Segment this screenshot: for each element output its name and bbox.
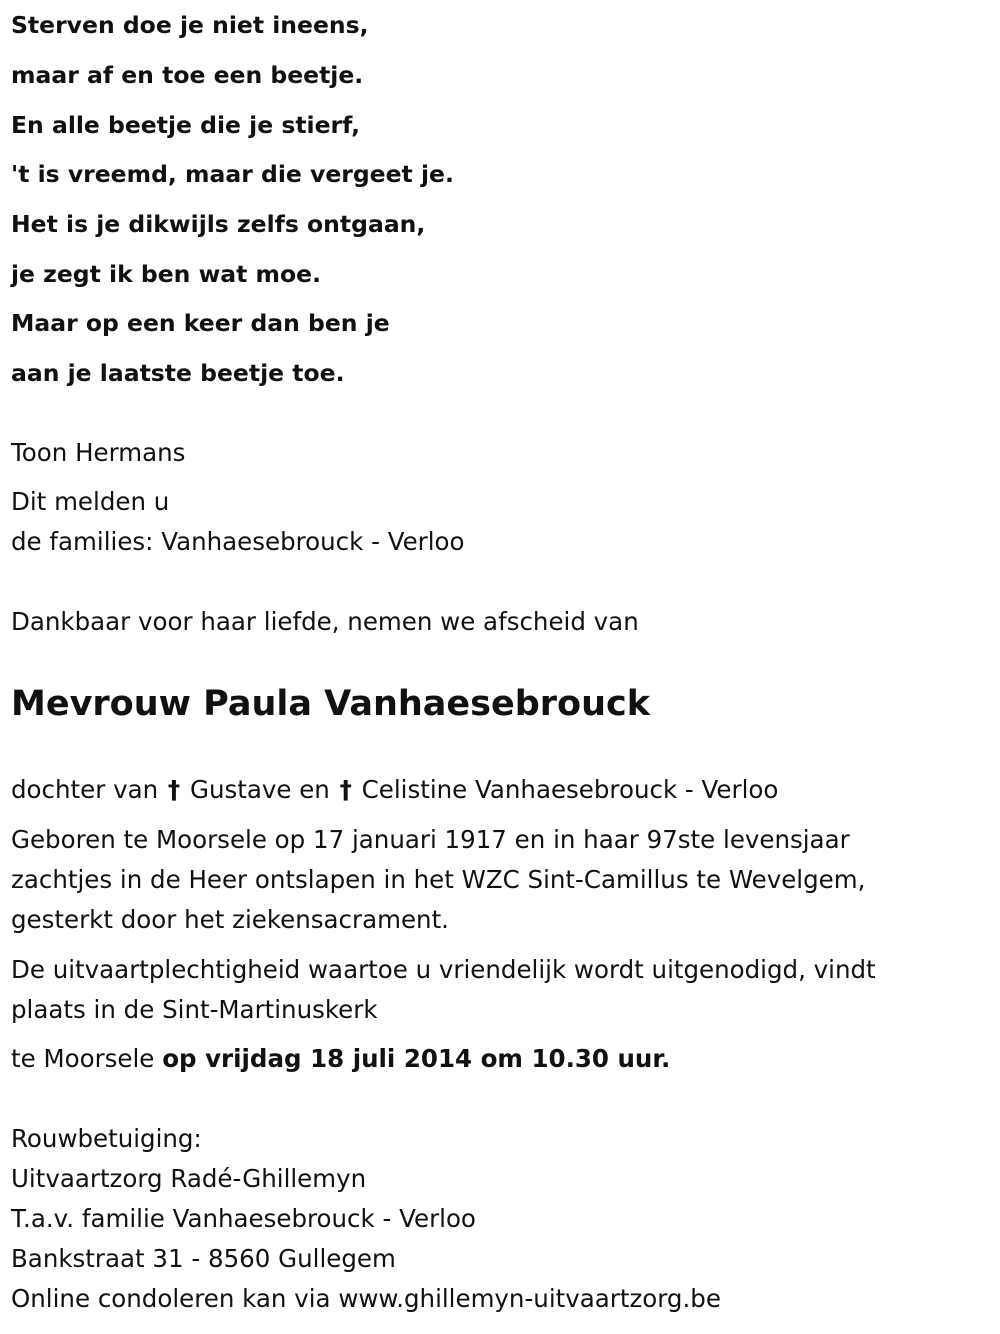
poem-author: Toon Hermans: [11, 438, 186, 467]
poem-line: Maar op een keer dan ben je: [11, 309, 390, 337]
funeral-line: plaats in de Sint-Martinuskerk: [11, 995, 378, 1024]
parent-father: Gustave en: [189, 775, 330, 804]
funeral-datetime: op vrijdag 18 juli 2014 om 10.30 uur.: [162, 1044, 671, 1073]
poem-line: Het is je dikwijls zelfs ontgaan,: [11, 210, 426, 238]
cross-icon: †: [167, 775, 181, 804]
poem-line: je zegt ik ben wat moe.: [11, 260, 322, 288]
bio-line: zachtjes in de Heer ontslapen in het WZC Sint-Camillus te Wevelgem,: [11, 865, 866, 894]
poem-line: aan je laatste beetje toe.: [11, 359, 345, 387]
condolences-line: Uitvaartzorg Radé-Ghillemyn: [11, 1164, 367, 1193]
condolences-heading: Rouwbetuiging:: [11, 1124, 202, 1153]
poem-line: 't is vreemd, maar die vergeet je.: [11, 160, 454, 188]
bio-line: gesterkt door het ziekensacrament.: [11, 905, 449, 934]
poem-line: maar af en toe een beetje.: [11, 61, 364, 89]
condolences-online: Online condoleren kan via www.ghillemyn-uitvaartzorg.be: [11, 1284, 721, 1313]
bio-line: Geboren te Moorsele op 17 januari 1917 en in haar 97ste levensjaar: [11, 825, 850, 854]
announcement-line: Dit melden u: [11, 487, 170, 516]
intro-text: Dankbaar voor haar liefde, nemen we afscheid van: [11, 607, 639, 636]
funeral-line: De uitvaartplechtigheid waartoe u vriendelijk wordt uitgenodigd, vindt: [11, 955, 876, 984]
cross-icon: †: [339, 775, 352, 804]
poem-line: Sterven doe je niet ineens,: [11, 11, 369, 39]
funeral-place: te Moorsele: [11, 1044, 155, 1073]
condolences-line: Bankstraat 31 - 8560 Gullegem: [11, 1244, 396, 1273]
parents-line: [11, 775, 778, 805]
parent-mother: Celistine Vanhaesebrouck - Verloo: [361, 775, 779, 804]
poem-line: En alle beetje die je stierf,: [11, 111, 361, 139]
announcement-families: de families: Vanhaesebrouck - Verloo: [11, 527, 465, 556]
funeral-datetime-line: [11, 1044, 670, 1074]
condolences-line: T.a.v. familie Vanhaesebrouck - Verloo: [11, 1204, 476, 1233]
parents-prefix: dochter van: [11, 775, 159, 804]
deceased-name: Mevrouw Paula Vanhaesebrouck: [11, 684, 651, 724]
